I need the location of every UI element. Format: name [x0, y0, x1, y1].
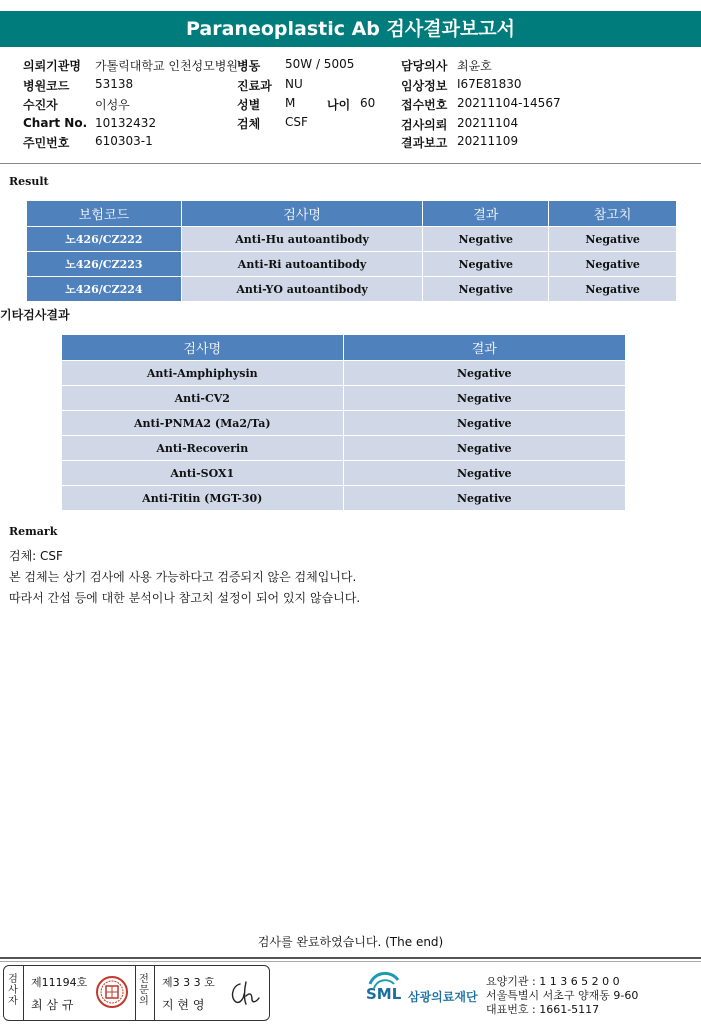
test-result: Negative	[343, 386, 625, 411]
patient-label: 수진자	[23, 98, 58, 112]
table-row	[62, 386, 626, 411]
sex-label: 성별	[237, 98, 261, 112]
specialist-number: 제3 3 3 호	[162, 976, 215, 989]
institution-value: 가톨릭대학교 인천성모병원	[95, 59, 238, 73]
clinical-label: 임상정보	[401, 79, 448, 93]
request-label: 검사의뢰	[401, 118, 448, 132]
seal-stamp-icon	[95, 975, 129, 1009]
footer-divider-thin	[0, 961, 701, 962]
examiner-name: 최 삼 규	[31, 998, 74, 1012]
sex-value: M	[285, 96, 296, 110]
ward-value: 50W / 5005	[285, 57, 355, 71]
table-row	[62, 436, 626, 461]
chart-label: Chart No.	[23, 116, 88, 130]
table-row	[27, 277, 677, 302]
logo-text: SML	[366, 985, 402, 1003]
test-result: Negative	[343, 486, 625, 511]
age-label: 나이	[327, 98, 351, 112]
remark-line: 검체: CSF	[9, 549, 63, 563]
other-title: 기타검사결과	[0, 308, 70, 322]
remark-line: 본 검체는 상기 검사에 사용 가능하다고 검증되지 않은 검체입니다.	[9, 570, 357, 584]
report-value: 20211109	[457, 134, 519, 148]
hospital-code-value: 53138	[95, 77, 134, 91]
table-row	[62, 411, 626, 436]
clinical-value: I67E81830	[457, 77, 522, 91]
test-name: Anti-YO autoantibody	[181, 277, 423, 302]
col-result: 결과	[343, 335, 625, 361]
hospital-code-label: 병원코드	[23, 79, 70, 93]
header-divider	[0, 163, 701, 164]
test-result: Negative	[423, 252, 549, 277]
receipt-label: 접수번호	[401, 98, 448, 112]
chart-value: 10132432	[95, 116, 157, 130]
table-row	[62, 486, 626, 511]
test-name: Anti-Ri autoantibody	[181, 252, 423, 277]
receipt-value: 20211104-14567	[457, 96, 561, 110]
test-result: Negative	[343, 361, 625, 386]
ward-label: 병동	[237, 59, 261, 73]
test-name: Anti-PNMA2 (Ma2/Ta)	[62, 411, 344, 436]
insurance-code: 노426/CZ224	[27, 277, 182, 302]
table-row	[27, 227, 677, 252]
doctor-label: 담당의사	[401, 59, 448, 73]
test-result: Negative	[423, 227, 549, 252]
end-text: 검사를 완료하였습니다. (The end)	[257, 935, 444, 949]
test-name: Anti-Hu autoantibody	[181, 227, 423, 252]
examiner-number: 제11194호	[31, 976, 88, 989]
doctor-value: 최윤호	[457, 59, 492, 73]
examiner-label: 검사자	[8, 974, 18, 1007]
specialist-label: 전문의	[139, 974, 149, 1007]
specimen-label: 검체	[237, 117, 261, 131]
org-phone: 대표번호 : 1661-5117	[486, 1003, 600, 1016]
remark-line: 따라서 간섭 등에 대한 분석이나 참고치 설정이 되어 있지 않습니다.	[9, 591, 361, 605]
dept-label: 진료과	[237, 79, 272, 93]
footer-divider	[0, 957, 701, 959]
remark-title: Remark	[9, 525, 58, 538]
test-name: Anti-CV2	[62, 386, 344, 411]
test-name: Anti-Amphiphysin	[62, 361, 344, 386]
org-address: 서울특별시 서초구 양재동 9-60	[486, 989, 639, 1002]
signature-box	[3, 965, 270, 1021]
org-code: 요양기관 : 1 1 3 6 5 2 0 0	[486, 975, 620, 988]
other-table	[61, 334, 626, 511]
test-result: Negative	[343, 461, 625, 486]
col-reference: 참고치	[549, 201, 677, 227]
rrn-value: 610303-1	[95, 134, 153, 148]
specialist-name: 지 현 영	[162, 998, 205, 1012]
test-name: Anti-Recoverin	[62, 436, 344, 461]
report-label: 결과보고	[401, 136, 448, 150]
dept-value: NU	[285, 77, 303, 91]
test-result: Negative	[423, 277, 549, 302]
col-test-name: 검사명	[181, 201, 423, 227]
table-row	[62, 361, 626, 386]
report-title: Paraneoplastic Ab 검사결과보고서	[0, 11, 701, 47]
table-row	[62, 461, 626, 486]
result-title: Result	[9, 175, 49, 188]
insurance-code: 노426/CZ223	[27, 252, 182, 277]
table-row	[27, 252, 677, 277]
test-name: Anti-Titin (MGT-30)	[62, 486, 344, 511]
test-result: Negative	[343, 436, 625, 461]
test-result: Negative	[343, 411, 625, 436]
reference-value: Negative	[549, 252, 677, 277]
reference-value: Negative	[549, 277, 677, 302]
result-table	[26, 200, 677, 302]
specimen-value: CSF	[285, 115, 308, 129]
rrn-label: 주민번호	[23, 136, 70, 150]
col-result: 결과	[423, 201, 549, 227]
patient-value: 이성우	[95, 98, 130, 112]
age-value: 60	[360, 96, 376, 110]
test-name: Anti-SOX1	[62, 461, 344, 486]
signature-icon	[226, 978, 262, 1008]
institution-label: 의뢰기관명	[23, 59, 81, 73]
insurance-code: 노426/CZ222	[27, 227, 182, 252]
col-test-name: 검사명	[62, 335, 344, 361]
org-name: 삼광의료재단	[408, 990, 478, 1004]
request-value: 20211104	[457, 116, 519, 130]
col-insurance-code: 보험코드	[27, 201, 182, 227]
reference-value: Negative	[549, 227, 677, 252]
